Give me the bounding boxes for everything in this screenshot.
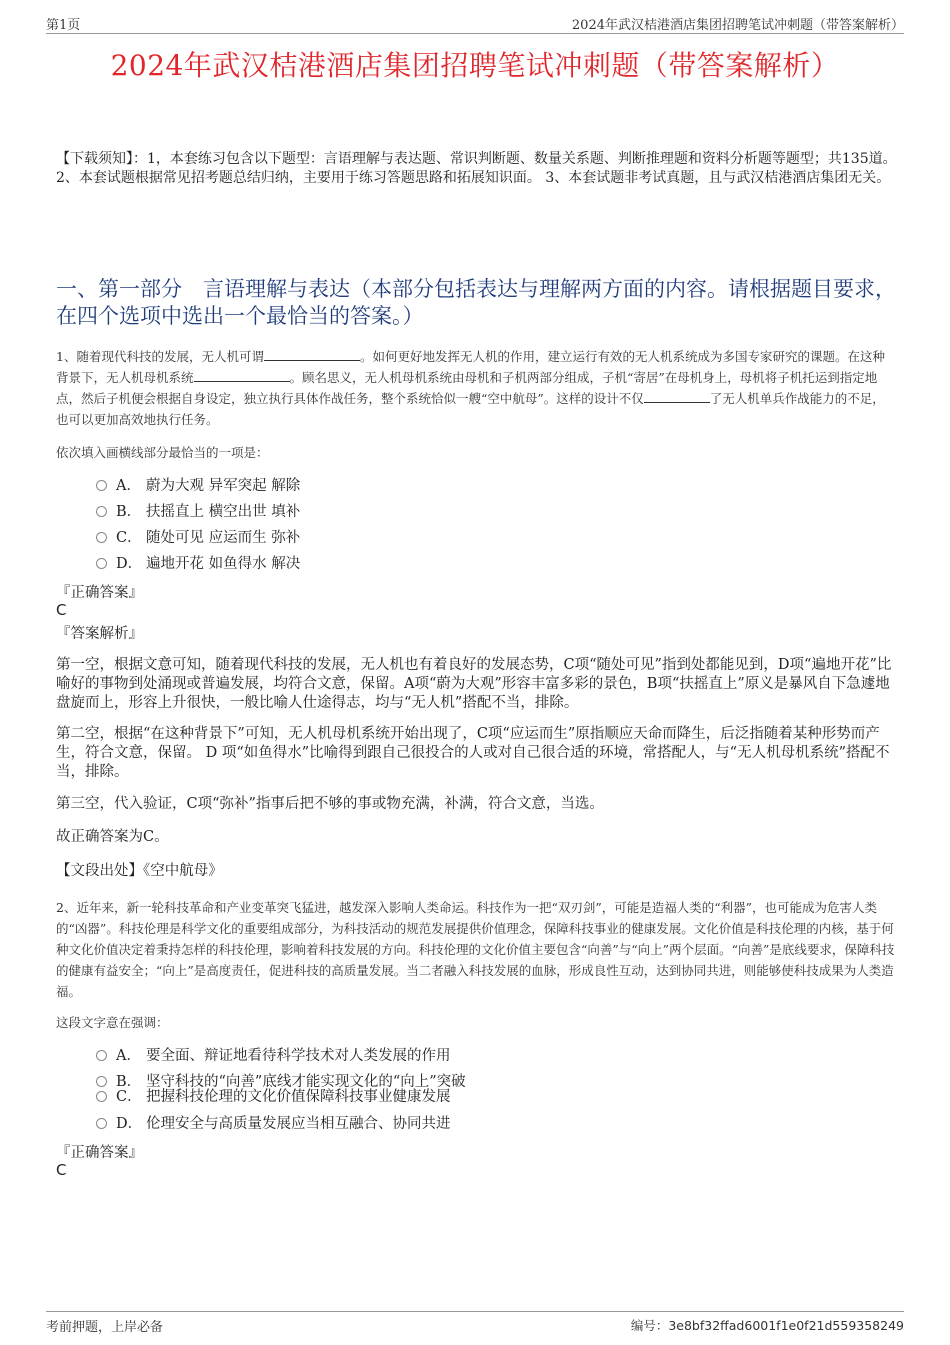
- footer-doc-id: 编号：3e8bf32ffad6001f1e0f21d559358249: [630, 1318, 904, 1333]
- q1-text-part-2: 。如何更好地发挥无人机的作用，建立运行有效的无人机系统成为多国专家研究的课题。在这种背景下，无人机母机系统: [56, 349, 885, 385]
- q1-analysis-para-4: 故正确答案为C。: [56, 829, 169, 845]
- q1-blank-2: [194, 368, 290, 382]
- radio-icon[interactable]: [96, 1076, 107, 1087]
- q1-analysis-para-2: 第二空，根据“在这种背景下”可知，无人机母机系统开始出现了，C项“应运而生”原指顺应天命而降生，后泛指随着某种形势而产生，符合文意，保留。 D 项“如鱼得水”比喻得到跟自己很投合的人或对自己很合适的环境，常搭配人，与“无人机母机系统”搭配不当，排除。: [56, 726, 890, 780]
- q2-option-c[interactable]: C． 把握科技伦理的文化价值保障科技事业健康发展: [96, 1087, 451, 1107]
- q2-option-a[interactable]: A． 要全面、辩证地看待科学技术对人类发展的作用: [96, 1046, 451, 1066]
- q1-analysis-para-3: 第三空，代入验证，C项“弥补”指事后把不够的事或物充满，补满，符合文意，当选。: [56, 796, 604, 812]
- header-doc-title: 2024年武汉桔港酒店集团招聘笔试冲刺题（带答案解析）: [571, 18, 904, 33]
- q1-analysis-para-1: 第一空，根据文意可知，随着现代科技的发展，无人机也有着良好的发展态势，C项“随处可见”指到处都能见到，D项“遍地开花”比喻好的事物到处涌现或普遍发展，均符合文意，保留。A项“蔚为大观”形容丰富多彩的景色，B项“扶摇直上”原义是暴风自下急遽地盘旋而上，形容上升很快，一般比喻人仕途得志，均与“无人机”搭配不当，排除。: [56, 657, 892, 711]
- q1-option-d[interactable]: D． 遍地开花 如鱼得水 解决: [96, 554, 300, 574]
- q1-blank-3: [644, 389, 710, 403]
- q1-answer: C: [56, 601, 67, 619]
- question-2-stem: 2、近年来，新一轮科技革命和产业变革突飞猛进，越发深入影响人类命运。科技作为一把“双刃剑”，可能是造福人类的“利器”，也可能成为危害人类的“凶器”。科技伦理是科学文化的重要组成部分，为科技活动的规范发展提供价值理念，保障科技事业的健康发展。文化价值是科技伦理的内核，基于何种文化价值决定着秉持怎样的科技伦理，影响着科技发展的方向。科技伦理的文化价值主要包含“向善”与“向上”两个层面。“向善”是底线要求，保障科技的健康有益安全；“向上”是高度责任，促进科技的高质量发展。当二者融入科技发展的血脉，形成良性互动，达到协同共进，则能够使科技成果为人类造福。: [56, 900, 895, 999]
- q1-text-part-4: 了无人机单兵作战能力的不足，也可以更加高效地执行任务。: [56, 391, 885, 427]
- radio-icon[interactable]: [96, 1091, 107, 1102]
- q1-text-part-3: 。顾名思义，无人机母机系统由母机和子机两部分组成，子机“寄居”在母机身上，母机将子机托运到指定地点，然后子机便会根据自身设定，独立执行具体作战任务，整个系统恰似一艘“空中航母”。这样的设计不仅: [56, 370, 878, 406]
- q1-option-a[interactable]: A． 蔚为大观 异军突起 解除: [96, 476, 300, 496]
- q2-answer: C: [56, 1161, 67, 1179]
- q1-option-c[interactable]: C． 随处可见 应运而生 弥补: [96, 528, 300, 548]
- header-divider: [46, 33, 904, 34]
- section-heading: 一、第一部分 言语理解与表达（本部分包括表达与理解两方面的内容。请根据题目要求，在四个选项中选出一个最恰当的答案。）: [56, 277, 896, 328]
- radio-icon[interactable]: [96, 506, 107, 517]
- question-1-prompt: 依次填入画横线部分最恰当的一项是：: [56, 445, 269, 460]
- question-1-stem: [56, 346, 896, 430]
- download-notice: 【下载须知】：1，本套练习包含以下题型：言语理解与表达题、常识判断题、数量关系题、判断推理题和资料分析题等题型；共135道。 2、本套试题根据常见招考题总结归纳，主要用于练习答题思路和拓展知识面。 3、本套试题非考试真题，且与武汉桔港酒店集团无关。: [56, 151, 897, 186]
- question-2-prompt: 这段文字意在强调：: [56, 1015, 169, 1030]
- radio-icon[interactable]: [96, 1118, 107, 1129]
- q2-option-b[interactable]: B． 坚守科技的“向善”底线才能实现文化的“向上”突破: [96, 1072, 466, 1092]
- radio-icon[interactable]: [96, 558, 107, 569]
- q1-text-part-1: 1、随着现代科技的发展，无人机可谓: [56, 349, 264, 364]
- radio-icon[interactable]: [96, 1050, 107, 1061]
- q1-analysis-label: 『答案解析』: [56, 626, 143, 642]
- q2-answer-label: 『正确答案』: [56, 1145, 143, 1161]
- footer-slogan: 考前押题，上岸必备: [46, 1320, 164, 1335]
- q1-option-b[interactable]: B． 扶摇直上 横空出世 填补: [96, 502, 300, 522]
- radio-icon[interactable]: [96, 532, 107, 543]
- document-title: 2024年武汉桔港酒店集团招聘笔试冲刺题（带答案解析）: [110, 49, 840, 82]
- q1-blank-1: [264, 347, 360, 361]
- footer-divider: [46, 1311, 904, 1312]
- page-number: 第1页: [46, 18, 81, 33]
- radio-icon[interactable]: [96, 480, 107, 491]
- q2-option-d[interactable]: D． 伦理安全与高质量发展应当相互融合、协同共进: [96, 1114, 451, 1134]
- q1-answer-label: 『正确答案』: [56, 585, 143, 601]
- q1-source: 【文段出处】《空中航母》: [56, 863, 223, 879]
